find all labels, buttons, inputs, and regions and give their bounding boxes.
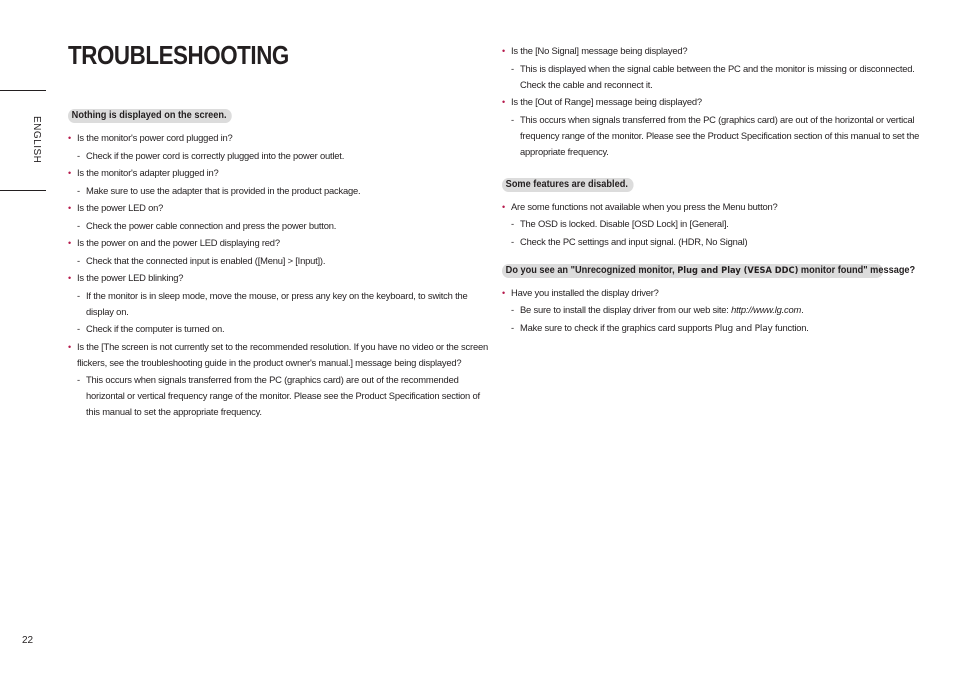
question-list	[502, 199, 922, 250]
answer-text-post: .	[801, 304, 804, 315]
answer-text: Check if the power cord is correctly plugged into the power outlet.	[86, 149, 345, 161]
question-item	[502, 285, 922, 301]
question-text: Are some functions not available when you press the Menu button?	[511, 200, 778, 212]
left-column	[68, 105, 488, 434]
bullet-icon: •	[68, 238, 71, 248]
answer-text: Check the power cable connection and press the power button.	[86, 219, 337, 231]
dash-icon: -	[77, 219, 80, 231]
answer-text: Check the PC settings and input signal. (HDR, No Signal)	[520, 235, 748, 247]
question-text: Is the power LED on?	[77, 202, 164, 213]
question-item	[502, 199, 922, 215]
answer-item	[502, 320, 922, 337]
language-tab: ENGLISH	[31, 116, 42, 164]
question-item	[502, 94, 922, 110]
question-item	[68, 200, 488, 216]
answer-text: This is displayed when the signal cable between the PC and the monitor is missing or disconnected. Check the cable and reconnect it.	[520, 62, 915, 90]
answer-text: The OSD is locked. Disable [OSD Lock] in [General].	[520, 218, 729, 229]
dash-icon: -	[77, 149, 80, 161]
dash-icon: -	[511, 218, 514, 229]
question-text: Is the [Out of Range] message being displayed?	[511, 96, 702, 107]
answer-text-pnp: Plug and Play	[714, 323, 773, 334]
website-link[interactable]: http://www.lg.com	[731, 304, 802, 315]
question-item	[502, 43, 922, 59]
bullet-icon: •	[502, 46, 505, 56]
question-list	[68, 130, 488, 420]
section-heading: Some features are disabled.	[502, 178, 633, 192]
answer-item	[502, 61, 922, 93]
answer-item	[502, 112, 922, 160]
page-number: 22	[22, 635, 34, 646]
answer-item	[68, 253, 488, 269]
section-unrecognized-monitor	[502, 264, 922, 337]
answer-text-pre: Make sure to check if the graphics card supports	[520, 321, 713, 333]
question-item	[68, 235, 488, 251]
dash-icon: -	[77, 289, 80, 301]
heading-text-post: monitor found" message?	[800, 264, 916, 276]
answer-text: Check that the connected input is enabled ([Menu] > [Input]).	[86, 254, 326, 266]
answer-item	[502, 234, 922, 250]
dash-icon: -	[77, 184, 80, 196]
question-list	[502, 285, 922, 337]
dash-icon: -	[77, 323, 80, 334]
answer-item	[68, 372, 488, 420]
bullet-icon: •	[502, 201, 505, 212]
question-text: Is the power LED blinking?	[77, 272, 184, 283]
bullet-icon: •	[502, 97, 505, 107]
bullet-icon: •	[68, 273, 71, 283]
dash-icon: -	[511, 113, 514, 125]
answer-text: Check if the computer is turned on.	[86, 323, 225, 334]
question-item	[68, 270, 488, 286]
answer-text: Make sure to use the adapter that is provided in the product package.	[86, 184, 361, 196]
question-text: Have you installed the display driver?	[511, 286, 659, 298]
question-text: Is the monitor's adapter plugged in?	[77, 167, 219, 178]
heading-text-pnp: Plug and Play (VESA DDC)	[677, 265, 799, 276]
question-item	[68, 130, 488, 146]
answer-text: This occurs when signals transferred from the PC (graphics card) are out of the recommended horizontal or vertical frequency range of the monitor. Please see the Product Specification section of this manual to set the appropriate frequency.	[86, 374, 480, 417]
dash-icon: -	[511, 321, 514, 333]
section-heading	[502, 264, 916, 278]
answer-item	[68, 148, 488, 164]
section-features-disabled	[502, 174, 922, 250]
question-text: Is the power on and the power LED displaying red?	[77, 237, 280, 248]
question-item	[68, 165, 488, 181]
dash-icon: -	[511, 235, 514, 247]
answer-item	[68, 218, 488, 234]
question-text: Is the [No Signal] message being displayed?	[511, 45, 688, 56]
section-nothing-displayed	[68, 105, 488, 420]
bullet-icon: •	[502, 287, 505, 298]
answer-item	[68, 321, 488, 337]
question-text: Is the monitor's power cord plugged in?	[77, 132, 233, 143]
bullet-icon: •	[68, 203, 71, 213]
section-heading: Nothing is displayed on the screen.	[68, 109, 232, 123]
question-item	[68, 339, 488, 371]
answer-item	[68, 288, 488, 320]
dash-icon: -	[77, 374, 80, 385]
bullet-icon: •	[68, 168, 71, 178]
heading-text-pre: Do you see an "Unrecognized monitor,	[505, 264, 675, 276]
answer-text-pre: Be sure to install the display driver from our web site:	[520, 304, 729, 315]
side-rule-bottom	[0, 190, 46, 191]
dash-icon: -	[77, 254, 80, 266]
answer-item	[502, 302, 922, 318]
dash-icon: -	[511, 62, 514, 74]
answer-text: This occurs when signals transferred from the PC (graphics card) are out of the horizontal or vertical frequency range of the monitor. Please see the Product Specification section of this manual to set the appropriate frequency.	[520, 113, 920, 157]
page-title: TROUBLESHOOTING	[68, 40, 289, 70]
section-signal-messages	[502, 43, 922, 160]
question-text: Is the [The screen is not currently set to the recommended resolution. If you have no video or the screen flickers, see the troubleshooting guide in the product owner's manual.] message being displayed?	[77, 340, 489, 368]
dash-icon: -	[511, 304, 514, 315]
answer-item	[502, 216, 922, 232]
side-rule-top	[0, 90, 46, 91]
answer-item	[68, 183, 488, 199]
right-column	[502, 43, 922, 351]
bullet-icon: •	[68, 133, 71, 143]
answer-text: If the monitor is in sleep mode, move the mouse, or press any key on the keyboard, to switch the display on.	[86, 289, 468, 317]
bullet-icon: •	[68, 341, 71, 352]
answer-text-post: function.	[775, 321, 809, 333]
question-list	[502, 43, 922, 160]
